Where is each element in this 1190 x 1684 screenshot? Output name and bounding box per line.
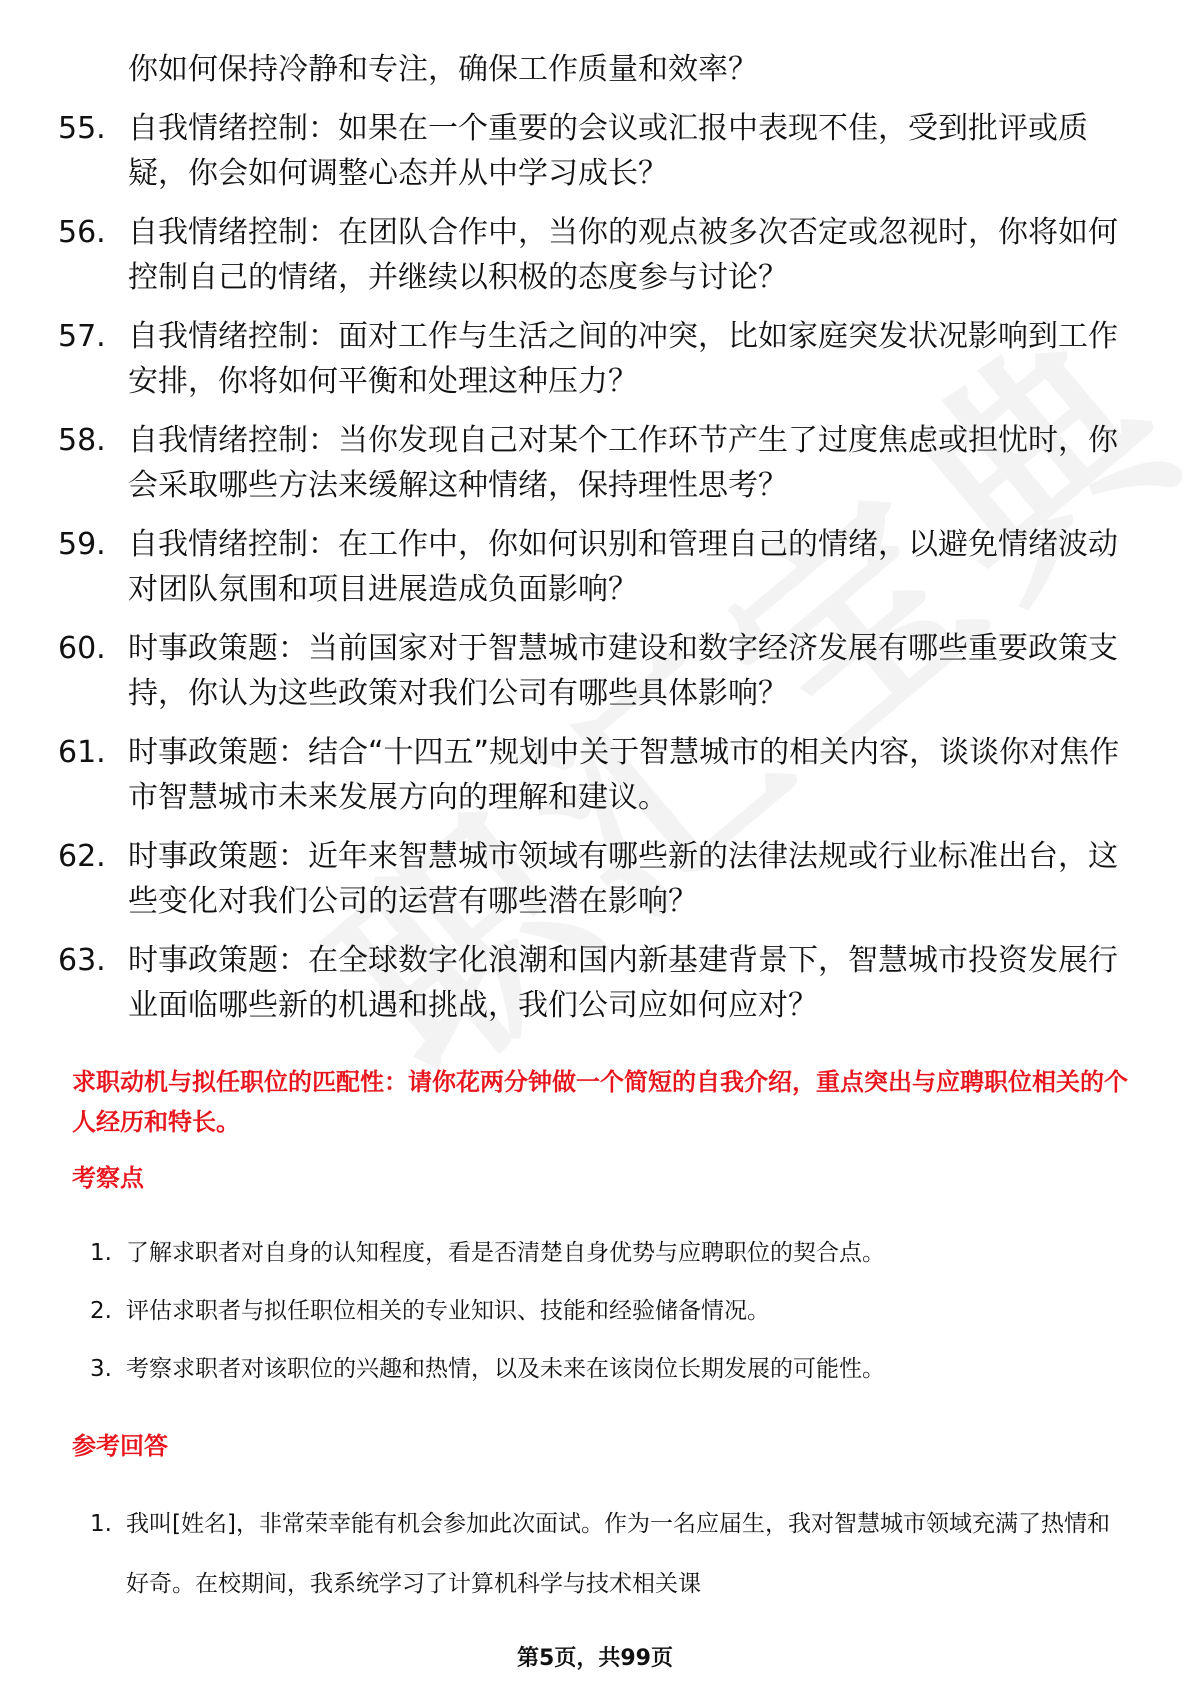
question-item [58,730,1138,820]
question-number: 55. [58,111,106,146]
question-item [58,626,1138,716]
question-item [58,210,1138,300]
question-continuation: 你如何保持冷静和专注，确保工作质量和效率？ [128,52,758,87]
question-text: 时事政策题：结合“十四五”规划中关于智慧城市的相关内容，谈谈你对焦作市智慧城市未来发展方向的理解和建议。 [128,735,1120,815]
question-list [58,47,1138,1042]
question-item [58,522,1138,612]
page-footer: 第5页，共99页 [517,1646,673,1671]
question-item [58,418,1138,508]
point-number: 2. [90,1298,112,1324]
points-list [90,1236,1130,1410]
point-text: 了解求职者对自身的认知程度，看是否清楚自身优势与应聘职位的契合点。 [126,1240,885,1266]
point-number: 1. [90,1240,112,1266]
question-text: 时事政策题：在全球数字化浪潮和国内新基建背景下，智慧城市投资发展行业面临哪些新的机遇和挑战，我们公司应如何应对？ [128,943,1118,1023]
question-text: 自我情绪控制：当你发现自己对某个工作环节产生了过度焦虑或担忧时，你会采取哪些方法来缓解这种情绪，保持理性思考？ [128,423,1118,503]
question-text: 时事政策题：近年来智慧城市领域有哪些新的法律法规或行业标准出台，这些变化对我们公司的运营有哪些潜在影响？ [128,839,1118,919]
question-number: 59. [58,527,106,562]
question-item [58,938,1138,1028]
question-item [58,314,1138,404]
question-text: 时事政策题：当前国家对于智慧城市建设和数字经济发展有哪些重要政策支持，你认为这些政策对我们公司有哪些具体影响？ [128,631,1118,711]
question-number: 56. [58,215,106,250]
point-number: 3. [90,1356,112,1382]
question-text: 自我情绪控制：面对工作与生活之间的冲突，比如家庭突发状况影响到工作安排，你将如何平衡和处理这种压力？ [128,319,1118,399]
point-text: 评估求职者与拟任职位相关的专业知识、技能和经验储备情况。 [126,1298,770,1324]
question-number: 58. [58,423,106,458]
main-question-heading: 求职动机与拟任职位的匹配性：请你花两分钟做一个简短的自我介绍，重点突出与应聘职位相关的个人经历和特长。 [72,1068,1128,1136]
points-section-title: 考察点 [72,1164,144,1192]
question-item [58,834,1138,924]
question-text: 自我情绪控制：在工作中，你如何识别和管理自己的情绪，以避免情绪波动对团队氛围和项目进展造成负面影响？ [128,527,1118,607]
question-number: 57. [58,319,106,354]
question-number: 63. [58,943,106,978]
point-item [90,1236,1130,1270]
answer-item [90,1494,1130,1614]
point-text: 考察求职者对该职位的兴趣和热情，以及未来在该岗位长期发展的可能性。 [126,1356,885,1382]
question-number: 60. [58,631,106,666]
question-text: 自我情绪控制：在团队合作中，当你的观点被多次否定或忽视时，你将如何控制自己的情绪，并继续以积极的态度参与讨论？ [128,215,1118,295]
point-item [90,1352,1130,1386]
question-number: 61. [58,735,106,770]
answers-list [90,1494,1130,1614]
answer-number: 1. [90,1511,112,1537]
point-item [90,1294,1130,1328]
answer-section-title: 参考回答 [72,1432,168,1460]
question-text: 自我情绪控制：如果在一个重要的会议或汇报中表现不佳，受到批评或质疑，你会如何调整心态并从中学习成长？ [128,111,1088,191]
question-number: 62. [58,839,106,874]
question-item [58,106,1138,196]
answer-text: 我叫[姓名]，非常荣幸能有机会参加此次面试。作为一名应届生，我对智慧城市领域充满了热情和好奇。在校期间，我系统学习了计算机科学与技术相关课 [126,1511,1110,1597]
